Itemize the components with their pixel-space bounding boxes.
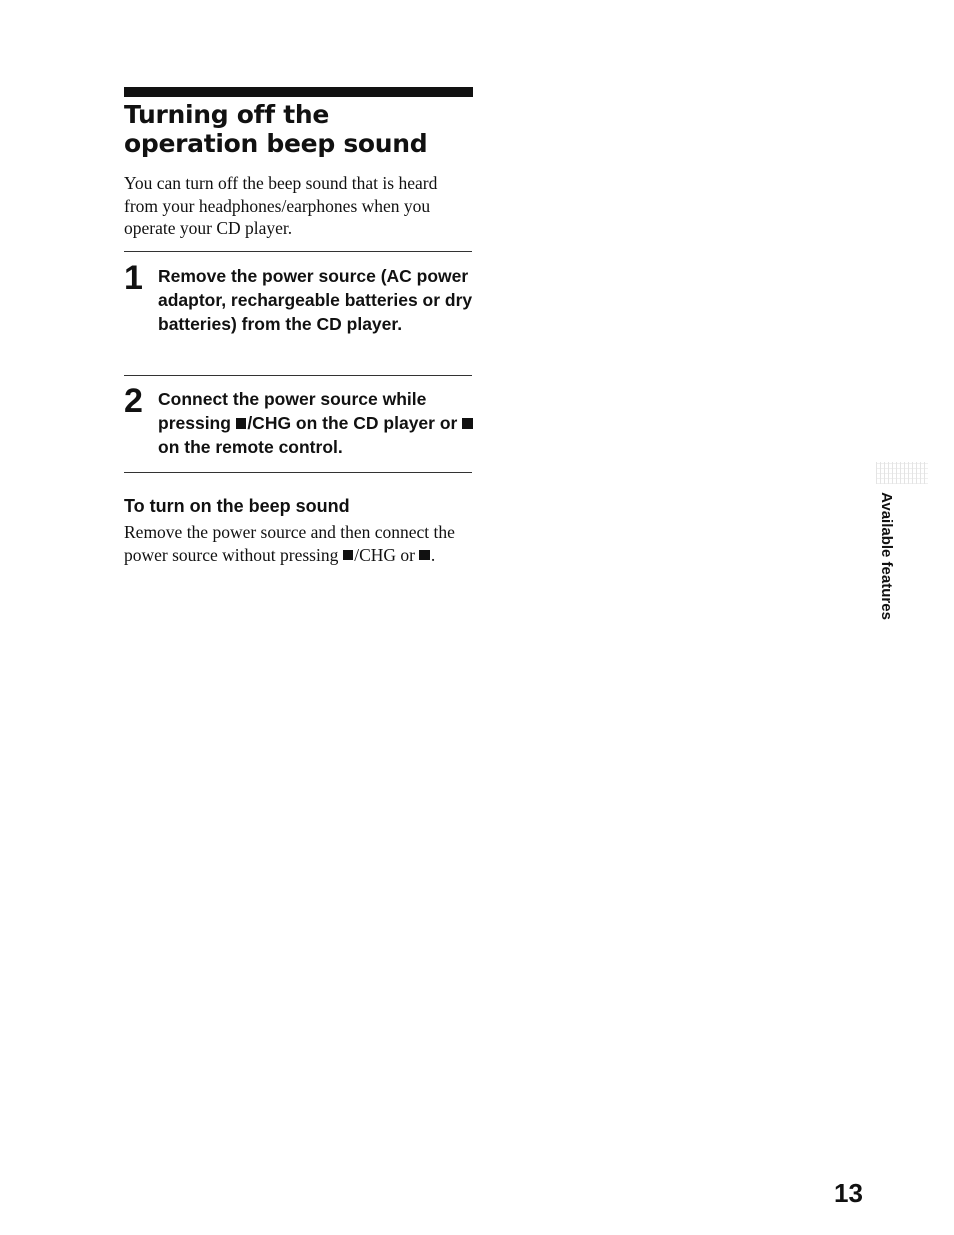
step-2-text-part-2: /CHG on the CD player or bbox=[247, 413, 463, 433]
step-2-number: 2 bbox=[124, 382, 143, 420]
divider-step-2 bbox=[124, 375, 472, 376]
stop-square-icon bbox=[343, 550, 354, 561]
step-2-text-part-3: on the remote control. bbox=[158, 437, 343, 457]
page-title-line-2: operation beep sound bbox=[124, 129, 428, 158]
side-tab-marker bbox=[876, 462, 928, 484]
page-number: 13 bbox=[834, 1178, 863, 1208]
beep-on-body-part-1: Remove the power source and then connect the power source without pressing bbox=[124, 522, 455, 565]
stop-square-icon bbox=[236, 418, 247, 429]
divider-end-steps bbox=[124, 472, 472, 473]
beep-on-body-part-3: . bbox=[430, 544, 436, 565]
page-title bbox=[124, 100, 484, 158]
step-2-text bbox=[158, 387, 478, 459]
step-1-number: 1 bbox=[124, 259, 143, 297]
page-title-line-1: Turning off the bbox=[124, 100, 330, 129]
step-1-text: Remove the power source (AC power adaptor, rechargeable batteries or dry batteries) from the CD player. bbox=[158, 266, 473, 334]
beep-on-body bbox=[124, 521, 464, 566]
step-2-text-part-1: Connect the power source while pressing bbox=[158, 389, 427, 433]
section-top-rule bbox=[124, 87, 473, 97]
side-tab-label: Available features bbox=[878, 492, 895, 620]
beep-on-body-part-2: /CHG or bbox=[354, 544, 420, 565]
divider-step-1 bbox=[124, 251, 472, 252]
stop-square-icon bbox=[419, 550, 430, 561]
stop-square-icon bbox=[462, 418, 473, 429]
intro-paragraph: You can turn off the beep sound that is heard from your headphones/earphones when you operate your CD player. bbox=[124, 173, 438, 238]
beep-on-heading: To turn on the beep sound bbox=[124, 496, 350, 516]
